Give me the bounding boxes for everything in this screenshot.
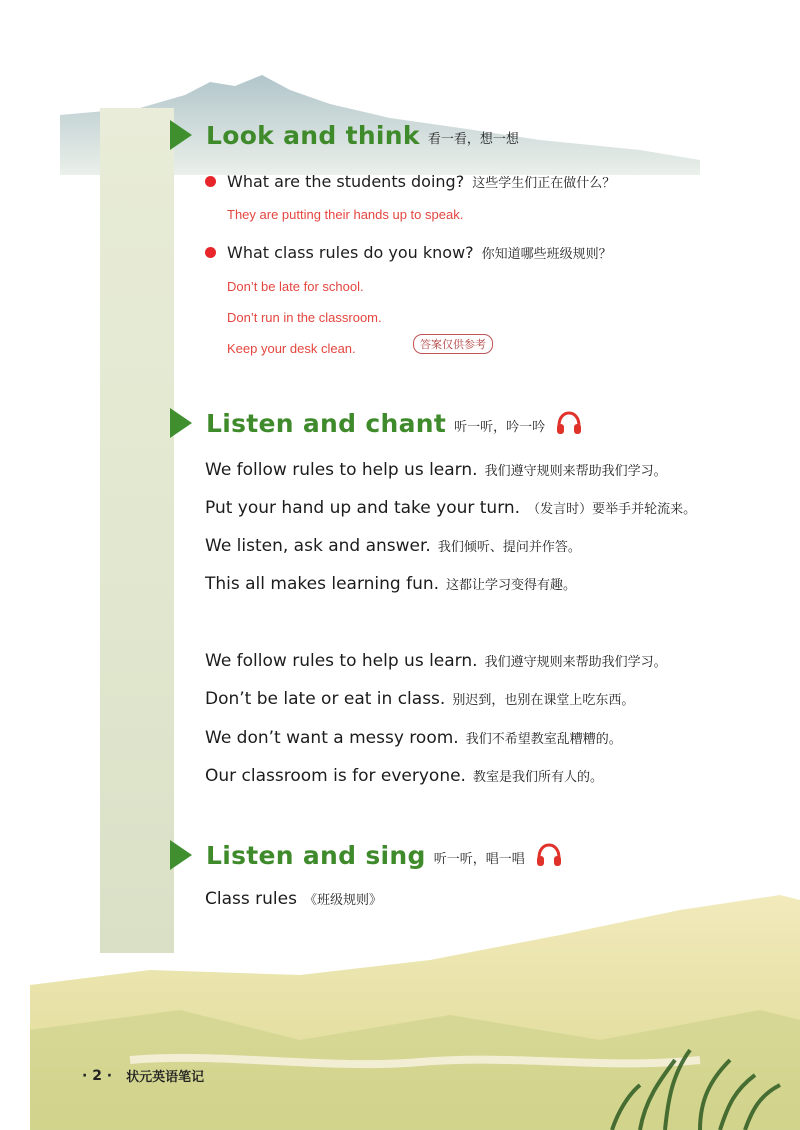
chant-line bbox=[205, 498, 696, 518]
heading-look-and-think bbox=[170, 120, 519, 150]
question-1 bbox=[205, 172, 615, 191]
page-footer bbox=[82, 1066, 204, 1085]
chant-line bbox=[205, 460, 667, 480]
chant-line bbox=[205, 766, 603, 786]
chant-line bbox=[205, 574, 576, 594]
question-cn: 你知道哪些班级规则？ bbox=[481, 247, 612, 262]
heading-cn: 看一看，想一想 bbox=[427, 131, 519, 147]
question-en: What class rules do you know? bbox=[227, 243, 474, 262]
line-cn: 我们倾听、提问并作答。 bbox=[437, 540, 581, 555]
arrow-icon bbox=[170, 840, 192, 870]
song-title bbox=[205, 889, 382, 909]
headphones-icon[interactable] bbox=[555, 410, 583, 436]
heading-en: Look and think bbox=[206, 120, 420, 150]
bullet-icon bbox=[205, 176, 216, 187]
line-en: This all makes learning fun. bbox=[205, 574, 440, 594]
chant-line bbox=[205, 689, 634, 709]
bullet-icon bbox=[205, 247, 216, 258]
chant-line bbox=[205, 728, 622, 748]
heading-cn: 听一听，唱一唱 bbox=[433, 851, 525, 867]
song-title-cn: 《班级规则》 bbox=[303, 893, 382, 908]
heading-en: Listen and sing bbox=[206, 840, 426, 870]
line-cn: 教室是我们所有人的。 bbox=[472, 770, 603, 785]
line-cn: 我们遵守规则来帮助我们学习。 bbox=[484, 464, 667, 479]
book-title: 状元英语笔记 bbox=[126, 1070, 205, 1085]
line-en: Put your hand up and take your turn. bbox=[205, 498, 521, 518]
answer-text: Don’t run in the classroom. bbox=[227, 310, 382, 325]
heading-listen-and-chant bbox=[170, 408, 583, 438]
question-en: What are the students doing? bbox=[227, 172, 465, 191]
chant-line bbox=[205, 651, 667, 671]
line-en: Don’t be late or eat in class. bbox=[205, 689, 446, 709]
line-cn: 这都让学习变得有趣。 bbox=[446, 578, 577, 593]
heading-listen-and-sing bbox=[170, 840, 563, 870]
line-cn: （发言时）要举手并轮流来。 bbox=[527, 502, 697, 517]
question-cn: 这些学生们正在做什么？ bbox=[472, 176, 616, 191]
line-en: Our classroom is for everyone. bbox=[205, 766, 466, 786]
line-en: We follow rules to help us learn. bbox=[205, 651, 478, 671]
headphones-icon[interactable] bbox=[535, 842, 563, 868]
line-cn: 别迟到，也别在课堂上吃东西。 bbox=[452, 693, 635, 708]
line-cn: 我们不希望教室乱糟糟的。 bbox=[465, 732, 622, 747]
answer-text: They are putting their hands up to speak. bbox=[227, 207, 464, 222]
line-en: We follow rules to help us learn. bbox=[205, 460, 478, 480]
line-en: We listen, ask and answer. bbox=[205, 536, 431, 556]
answer-text: Don’t be late for school. bbox=[227, 279, 364, 294]
page-number: · 2 · bbox=[82, 1067, 113, 1084]
arrow-icon bbox=[170, 408, 192, 438]
answer-text: Keep your desk clean. bbox=[227, 341, 356, 356]
reference-stamp: 答案仅供参考 bbox=[413, 334, 493, 354]
song-title-en: Class rules bbox=[205, 889, 297, 909]
heading-cn: 听一听，吟一吟 bbox=[454, 419, 546, 435]
question-2 bbox=[205, 243, 612, 262]
line-cn: 我们遵守规则来帮助我们学习。 bbox=[484, 655, 667, 670]
chant-line bbox=[205, 536, 581, 556]
line-en: We don’t want a messy room. bbox=[205, 728, 459, 748]
heading-en: Listen and chant bbox=[206, 408, 447, 438]
arrow-icon bbox=[170, 120, 192, 150]
